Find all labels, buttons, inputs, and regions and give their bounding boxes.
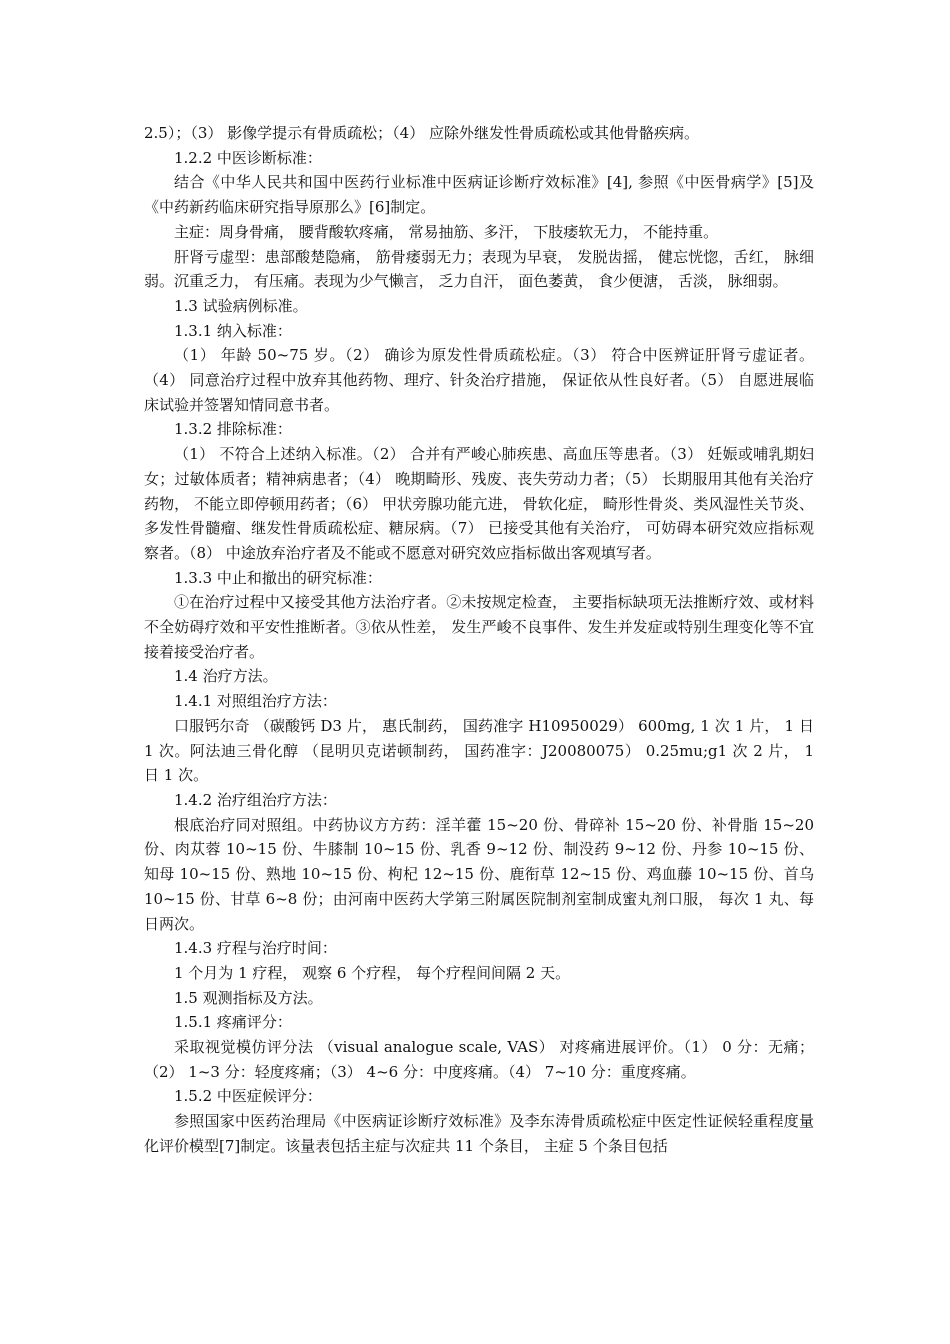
heading-1-3-3: 1.3.3 中止和撤出的研究标准： (174, 568, 382, 587)
heading-1-3-2: 1.3.2 排除标准： (174, 420, 292, 439)
heading-1-4: 1.4 治疗方法。 (174, 667, 278, 686)
paragraph-intro-continuation: 2.5）；（3） 影像学提示有骨质疏松；（4） 应除外继发性骨质疏松或其他骨骼疾病。 (144, 124, 699, 142)
paragraph-main-symptoms: 主症：周身骨痛， 腰背酸软疼痛， 常易抽筋、多汗， 下肢痿软无力， 不能持重。 (174, 222, 719, 241)
heading-1-5-2: 1.5.2 中医症候评分： (174, 1087, 322, 1106)
heading-1-4-2: 1.4.2 治疗组治疗方法： (174, 790, 337, 809)
heading-1-5-1: 1.5.1 疼痛评分： (174, 1013, 292, 1032)
paragraph-pain-score: 采取视觉模仿评分法 （visual analogue scale, VAS） 对疼痛进展评价。（1） 0 分：无痛；（2） 1~3 分：轻度疼痛；（3） 4~6 分：中度疼痛。（4） 7~10 分：重度疼痛。 (144, 1038, 814, 1081)
paragraph-course-duration: 1 个月为 1 疗程， 观察 6 个疗程， 每个疗程间间隔 2 天。 (174, 963, 571, 982)
heading-1-2-2: 1.2.2 中医诊断标准： (174, 148, 322, 167)
paragraph-exclusion-criteria: （1） 不符合上述纳入标准。（2） 合并有严峻心肺疾患、高血压等患者。（3） 妊娠或哺乳期妇女；过敏体质者；精神病患者；（4） 晚期畸形、残废、丧失劳动力者；（5） 长期服用其他有关治疗药物， 不能立即停顿用药者；（6） 甲状旁腺功能亢进， 骨软化症， 畸形性骨炎、类风湿性关节炎、多发性骨髓瘤、继发性骨质疏松症、糖尿病。（7） 已接受其他有关治疗， 可妨碍本研究效应指标观察者。（8） 中途放弃治疗者及不能或不愿意对研究效应指标做出客观填写者。 (144, 445, 814, 562)
paragraph-liver-kidney-type: 肝肾亏虚型：患部酸楚隐痛， 筋骨痿弱无力；表现为早衰， 发脱齿摇， 健忘恍惚，舌红， 脉细弱。沉重乏力， 有压痛。表现为少气懒言， 乏力自汗， 面色萎黄， 食少便溏， 舌淡， 脉细弱。 (144, 247, 814, 291)
paragraph-withdrawal-criteria: ①在治疗过程中又接受其他方法治疗者。②未按规定检查， 主要指标缺项无法推断疗效、或材料不全妨碍疗效和平安性推断者。③依从性差， 发生严峻不良事件、发生并发症或特别生理变化等不宜接着接受治疗者。 (144, 593, 814, 661)
paragraph-inclusion-criteria: （1） 年龄 50~75 岁。（2） 确诊为原发性骨质疏松症。（3） 符合中医辨证肝肾亏虚证者。（4） 同意治疗过程中放弃其他药物、理疗、针灸治疗措施， 保证依从性良好者。（5） 自愿进展临床试验并签署知情同意书者。 (144, 346, 814, 414)
heading-1-3-1: 1.3.1 纳入标准： (174, 321, 292, 340)
document-body (144, 121, 814, 1159)
heading-1-3: 1.3 试验病例标准。 (174, 296, 308, 315)
heading-1-4-1: 1.4.1 对照组治疗方法： (174, 692, 337, 711)
heading-1-5: 1.5 观测指标及方法。 (174, 988, 323, 1007)
paragraph-control-treatment: 口服钙尔奇 （碳酸钙 D3 片， 惠氏制药， 国药准字 H10950029） 600mg, 1 次 1 片， 1 日 1 次。阿法迪三骨化醇 （昆明贝克诺顿制药， 国药准字：J20080075） 0.25mu;g1 次 2 片， 1 日 1 次。 (144, 716, 814, 785)
paragraph-treatment-group: 根底治疗同对照组。中药协议方方药：淫羊藿 15~20 份、骨碎补 15~20 份、补骨脂 15~20 份、肉苁蓉 10~15 份、牛膝制 10~15 份、乳香 9~12 份、制没药 9~12 份、丹参 10~15 份、知母 10~15 份、熟地 10~15 份、枸杞 12~15 份、鹿衔草 12~15 份、鸡血藤 10~15 份、首乌 10~15 份、甘草 6~8 份；由河南中医药大学第三附属医院制剂室制成蜜丸剂口服， 每次 1 丸、每日两次。 (144, 815, 814, 933)
paragraph-tcm-criteria: 结合《中华人民共和国中医药行业标准中医病证诊断疗效标准》[4], 参照《中医骨病学》[5]及《中药新药临床研究指导原那么》[6]制定。 (144, 173, 814, 217)
heading-1-4-3: 1.4.3 疗程与治疗时间： (174, 939, 337, 958)
paragraph-syndrome-score: 参照国家中医药治理局《中医病证诊断疗效标准》及李东涛骨质疏松症中医定性证候轻重程度量化评价模型[7]制定。该量表包括主症与次症共 11 个条目， 主症 5 个条目包括 (144, 1112, 814, 1155)
